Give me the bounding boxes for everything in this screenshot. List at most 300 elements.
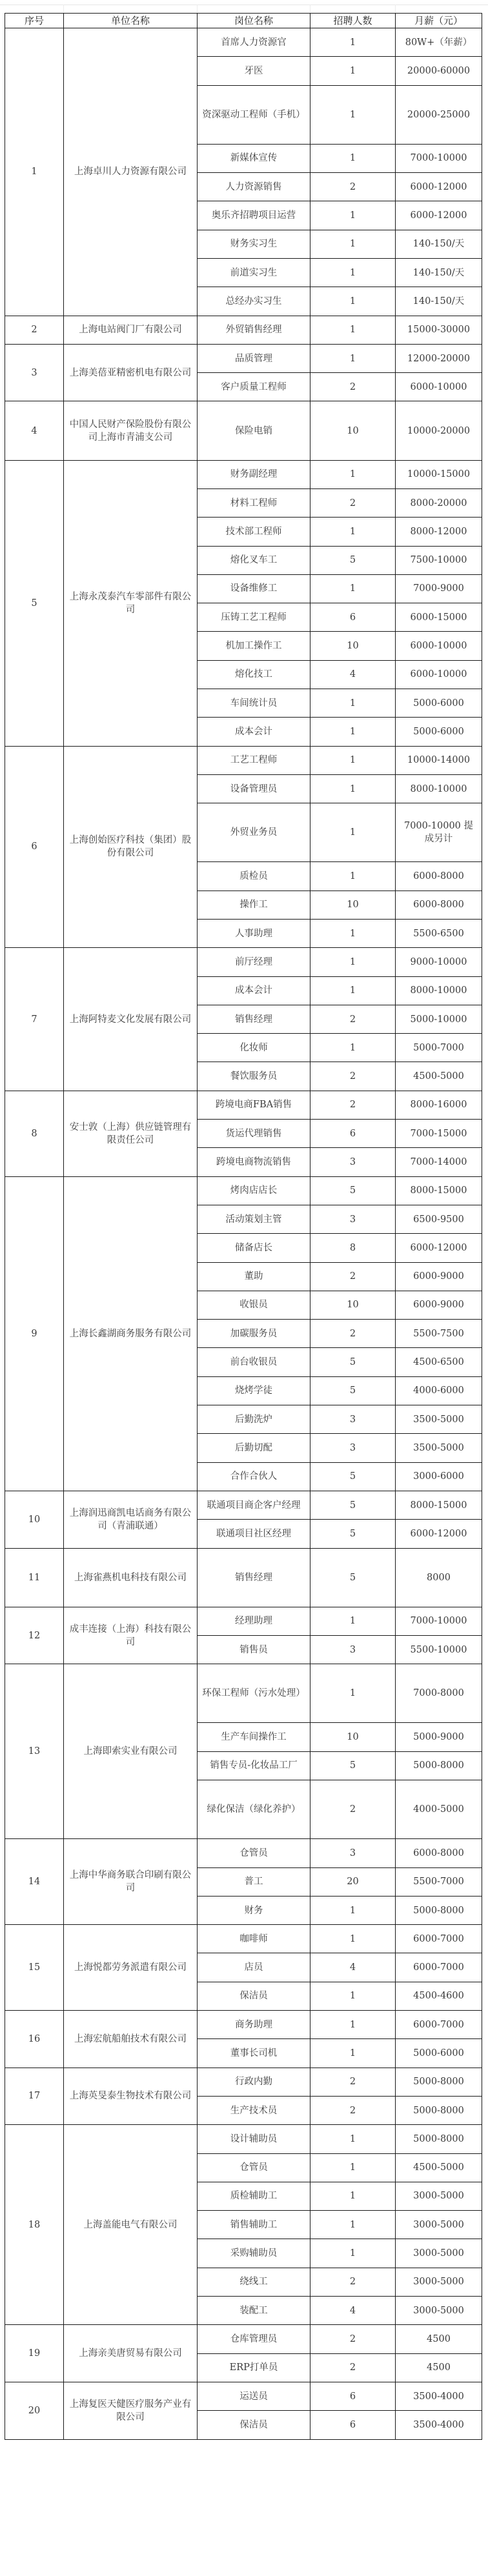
- monthly-salary: 6000-12000: [396, 173, 482, 201]
- table-row: [5, 28, 482, 57]
- position-name: 活动策划主管: [198, 1205, 310, 1233]
- company-name: 上海卓川人力资源有限公司: [64, 28, 198, 316]
- hiring-count: 2: [310, 1262, 396, 1291]
- monthly-salary: 6500-9500: [396, 1205, 482, 1233]
- table-row: [5, 344, 482, 372]
- company-name: 上海宏航船舶技术有限公司: [64, 2011, 198, 2068]
- position-name: 餐饮服务员: [198, 1062, 310, 1091]
- monthly-salary: 5000-6000: [396, 689, 482, 718]
- position-name: 机加工操作工: [198, 632, 310, 660]
- position-name: 店员: [198, 1953, 310, 1982]
- position-name: 成本会计: [198, 718, 310, 746]
- monthly-salary: 20000-60000: [396, 57, 482, 85]
- position-name: 后勤切配: [198, 1434, 310, 1462]
- hiring-count: 5: [310, 1548, 396, 1607]
- company-name: 上海复医天健医疗服务产业有限公司: [64, 2382, 198, 2439]
- position-name: 操作工: [198, 891, 310, 919]
- monthly-salary: 8000-15000: [396, 1176, 482, 1205]
- position-name: ERP打单员: [198, 2353, 310, 2382]
- row-number: 11: [5, 1548, 64, 1607]
- position-name: 外贸销售经理: [198, 316, 310, 344]
- position-name: 普工: [198, 1867, 310, 1896]
- table-row: [5, 2125, 482, 2153]
- position-name: 压铸工艺工程师: [198, 603, 310, 632]
- position-name: 外贸业务员: [198, 803, 310, 862]
- company-name: 上海润迅商凯电话商务有限公司（青浦联通）: [64, 1491, 198, 1548]
- position-name: 仓管员: [198, 1839, 310, 1867]
- position-name: 合作合伙人: [198, 1462, 310, 1491]
- monthly-salary: 6000-8000: [396, 862, 482, 891]
- hiring-count: 1: [310, 518, 396, 546]
- position-name: 生产车间操作工: [198, 1723, 310, 1751]
- hiring-count: 3: [310, 1205, 396, 1233]
- recruitment-table: [5, 13, 482, 2440]
- company-name: 上海亲美唐贸易有限公司: [64, 2325, 198, 2382]
- table-row: [5, 2325, 482, 2353]
- monthly-salary: 8000: [396, 1548, 482, 1607]
- monthly-salary: 8000-20000: [396, 488, 482, 517]
- monthly-salary: 8000-12000: [396, 518, 482, 546]
- position-name: 质检辅助工: [198, 2182, 310, 2210]
- monthly-salary: 7000-8000: [396, 1664, 482, 1723]
- hiring-count: 1: [310, 258, 396, 287]
- hiring-count: 2: [310, 1062, 396, 1091]
- monthly-salary: 5000-7000: [396, 1034, 482, 1062]
- hiring-count: 6: [310, 2382, 396, 2410]
- position-name: 仓管员: [198, 2153, 310, 2182]
- position-name: 咖啡师: [198, 1925, 310, 1953]
- monthly-salary: 7000-10000 提成另计: [396, 803, 482, 862]
- monthly-salary: 6000-7000: [396, 1953, 482, 1982]
- monthly-salary: 140-150/天: [396, 287, 482, 316]
- monthly-salary: 3000-5000: [396, 2297, 482, 2325]
- position-name: 工艺工程师: [198, 746, 310, 774]
- position-name: 董助: [198, 1262, 310, 1291]
- position-name: 前道实习生: [198, 258, 310, 287]
- hiring-count: 1: [310, 287, 396, 316]
- monthly-salary: 7000-10000: [396, 144, 482, 172]
- hiring-count: 5: [310, 1491, 396, 1519]
- monthly-salary: 10000-15000: [396, 460, 482, 488]
- table-row: [5, 401, 482, 460]
- monthly-salary: 6000-10000: [396, 632, 482, 660]
- header-salary: 月薪（元）: [396, 14, 482, 28]
- header-position: 岗位名称: [198, 14, 310, 28]
- position-name: 设备维修工: [198, 574, 310, 603]
- hiring-count: 1: [310, 2239, 396, 2268]
- hiring-count: 1: [310, 230, 396, 258]
- monthly-salary: 3500-4000: [396, 2411, 482, 2439]
- row-number: 16: [5, 2011, 64, 2068]
- position-name: 总经办实习生: [198, 287, 310, 316]
- row-number: 15: [5, 1925, 64, 2011]
- position-name: 后勤洗炉: [198, 1405, 310, 1434]
- position-name: 烤肉店店长: [198, 1176, 310, 1205]
- hiring-count: 1: [310, 28, 396, 57]
- hiring-count: 10: [310, 1291, 396, 1319]
- position-name: 运送员: [198, 2382, 310, 2410]
- hiring-count: 1: [310, 2182, 396, 2210]
- position-name: 人事助理: [198, 919, 310, 947]
- position-name: 客户质量工程师: [198, 373, 310, 401]
- monthly-salary: 4500: [396, 2353, 482, 2382]
- hiring-count: 3: [310, 1839, 396, 1867]
- position-name: 储备店长: [198, 1234, 310, 1262]
- monthly-salary: 4500-4600: [396, 1982, 482, 2010]
- hiring-count: 1: [310, 2211, 396, 2239]
- hiring-count: 1: [310, 201, 396, 230]
- company-name: 成丰连接（上海）科技有限公司: [64, 1607, 198, 1664]
- hiring-count: 2: [310, 2096, 396, 2124]
- hiring-count: 1: [310, 919, 396, 947]
- position-name: 材料工程师: [198, 488, 310, 517]
- company-name: 上海美蓓亚精密机电有限公司: [64, 344, 198, 401]
- hiring-count: 1: [310, 316, 396, 344]
- monthly-salary: 3500-5000: [396, 1434, 482, 1462]
- hiring-count: 1: [310, 803, 396, 862]
- position-name: 质检员: [198, 862, 310, 891]
- company-name: 上海长鑫湖商务服务有限公司: [64, 1176, 198, 1491]
- hiring-count: 1: [310, 746, 396, 774]
- hiring-count: 2: [310, 1320, 396, 1348]
- hiring-count: 10: [310, 632, 396, 660]
- row-number: 6: [5, 746, 64, 948]
- position-name: 保险电销: [198, 401, 310, 460]
- monthly-salary: 7000-10000: [396, 1607, 482, 1635]
- position-name: 熔化叉车工: [198, 546, 310, 574]
- monthly-salary: 5000-8000: [396, 1751, 482, 1780]
- row-number: 10: [5, 1491, 64, 1548]
- monthly-salary: 6000-12000: [396, 1520, 482, 1548]
- position-name: 财务实习生: [198, 230, 310, 258]
- table-row: [5, 1925, 482, 1953]
- company-name: 中国人民财产保险股份有限公司上海市青浦支公司: [64, 401, 198, 460]
- position-name: 联通项目商企客户经理: [198, 1491, 310, 1519]
- hiring-count: 5: [310, 1176, 396, 1205]
- hiring-count: 5: [310, 1520, 396, 1548]
- position-name: 销售专员-化妆品工厂: [198, 1751, 310, 1780]
- hiring-count: 6: [310, 603, 396, 632]
- monthly-salary: 140-150/天: [396, 258, 482, 287]
- position-name: 联通项目社区经理: [198, 1520, 310, 1548]
- position-name: 环保工程师（污水处理）: [198, 1664, 310, 1723]
- hiring-count: 1: [310, 976, 396, 1005]
- hiring-count: 2: [310, 2353, 396, 2382]
- monthly-salary: 6000-10000: [396, 660, 482, 689]
- position-name: 销售员: [198, 1636, 310, 1664]
- monthly-salary: 5500-6500: [396, 919, 482, 947]
- company-name: 上海永茂泰汽车零部件有限公司: [64, 460, 198, 746]
- table-row: [5, 1664, 482, 1723]
- hiring-count: 3: [310, 1405, 396, 1434]
- row-number: 19: [5, 2325, 64, 2382]
- hiring-count: 1: [310, 1034, 396, 1062]
- position-name: 资深驱动工程师（手机）: [198, 85, 310, 144]
- monthly-salary: 5000-6000: [396, 718, 482, 746]
- row-number: 7: [5, 948, 64, 1091]
- monthly-salary: 6000-8000: [396, 891, 482, 919]
- monthly-salary: 6000-12000: [396, 201, 482, 230]
- position-name: 熔化技工: [198, 660, 310, 689]
- monthly-salary: 3000-6000: [396, 1462, 482, 1491]
- monthly-salary: 3000-5000: [396, 2239, 482, 2268]
- monthly-salary: 4500-5000: [396, 1062, 482, 1091]
- row-number: 20: [5, 2382, 64, 2439]
- monthly-salary: 6000-7000: [396, 2011, 482, 2039]
- monthly-salary: 4500: [396, 2325, 482, 2353]
- hiring-count: 5: [310, 1376, 396, 1405]
- table-row: [5, 1839, 482, 1867]
- hiring-count: 1: [310, 948, 396, 976]
- position-name: 销售经理: [198, 1005, 310, 1033]
- hiring-count: 2: [310, 1780, 396, 1839]
- row-number: 1: [5, 28, 64, 316]
- hiring-count: 1: [310, 2011, 396, 2039]
- hiring-count: 2: [310, 2268, 396, 2296]
- hiring-count: 5: [310, 546, 396, 574]
- sheet-gridlines: [0, 0, 488, 14]
- hiring-count: 1: [310, 574, 396, 603]
- hiring-count: 6: [310, 2411, 396, 2439]
- position-name: 采购辅助员: [198, 2239, 310, 2268]
- hiring-count: 1: [310, 689, 396, 718]
- table-row: [5, 1491, 482, 1519]
- monthly-salary: 6000-9000: [396, 1291, 482, 1319]
- hiring-count: 1: [310, 862, 396, 891]
- monthly-salary: 6000-12000: [396, 1234, 482, 1262]
- company-name: 上海悦都劳务派遣有限公司: [64, 1925, 198, 2011]
- position-name: 绿化保洁（绿化养护）: [198, 1780, 310, 1839]
- monthly-salary: 7000-9000: [396, 574, 482, 603]
- hiring-count: 5: [310, 1348, 396, 1376]
- hiring-count: 10: [310, 401, 396, 460]
- position-name: 奥乐齐招聘项目运营: [198, 201, 310, 230]
- hiring-count: 1: [310, 85, 396, 144]
- hiring-count: 1: [310, 1664, 396, 1723]
- hiring-count: 20: [310, 1867, 396, 1896]
- monthly-salary: 10000-20000: [396, 401, 482, 460]
- header-company: 单位名称: [64, 14, 198, 28]
- monthly-salary: 4500-6500: [396, 1348, 482, 1376]
- hiring-count: 10: [310, 891, 396, 919]
- header-no: 序号: [5, 14, 64, 28]
- row-number: 5: [5, 460, 64, 746]
- position-name: 装配工: [198, 2297, 310, 2325]
- position-name: 首席人力资源官: [198, 28, 310, 57]
- hiring-count: 3: [310, 1148, 396, 1176]
- position-name: 牙医: [198, 57, 310, 85]
- hiring-count: 1: [310, 57, 396, 85]
- company-name: 上海雀燕机电科技有限公司: [64, 1548, 198, 1607]
- table-row: [5, 746, 482, 774]
- monthly-salary: 3000-5000: [396, 2211, 482, 2239]
- monthly-salary: 8000-15000: [396, 1491, 482, 1519]
- monthly-salary: 5000-8000: [396, 2096, 482, 2124]
- hiring-count: 8: [310, 1234, 396, 1262]
- table-row: [5, 2068, 482, 2096]
- hiring-count: 1: [310, 1896, 396, 1924]
- hiring-count: 1: [310, 144, 396, 172]
- position-name: 化妆师: [198, 1034, 310, 1062]
- monthly-salary: 4000-5000: [396, 1780, 482, 1839]
- monthly-salary: 12000-20000: [396, 344, 482, 372]
- hiring-count: 2: [310, 2068, 396, 2096]
- monthly-salary: 140-150/天: [396, 230, 482, 258]
- company-name: 上海盖能电气有限公司: [64, 2125, 198, 2325]
- company-name: 上海中华商务联合印刷有限公司: [64, 1839, 198, 1925]
- monthly-salary: 3000-5000: [396, 2182, 482, 2210]
- hiring-count: 1: [310, 1925, 396, 1953]
- table-body: [5, 28, 482, 2440]
- monthly-salary: 4500-5000: [396, 2153, 482, 2182]
- hiring-count: 1: [310, 2153, 396, 2182]
- position-name: 销售辅助工: [198, 2211, 310, 2239]
- hiring-count: 2: [310, 2325, 396, 2353]
- hiring-count: 1: [310, 344, 396, 372]
- monthly-salary: 3500-5000: [396, 1405, 482, 1434]
- monthly-salary: 5000-9000: [396, 1723, 482, 1751]
- hiring-count: 3: [310, 1434, 396, 1462]
- hiring-count: 2: [310, 1005, 396, 1033]
- hiring-count: 1: [310, 1607, 396, 1635]
- table-row: [5, 2382, 482, 2410]
- monthly-salary: 15000-30000: [396, 316, 482, 344]
- position-name: 加碳服务员: [198, 1320, 310, 1348]
- position-name: 设计辅助员: [198, 2125, 310, 2153]
- monthly-salary: 7000-14000: [396, 1148, 482, 1176]
- position-name: 商务助理: [198, 2011, 310, 2039]
- monthly-salary: 7500-10000: [396, 546, 482, 574]
- monthly-salary: 5500-10000: [396, 1636, 482, 1664]
- company-name: 上海英旻泰生物技术有限公司: [64, 2068, 198, 2125]
- hiring-count: 1: [310, 1982, 396, 2010]
- hiring-count: 1: [310, 774, 396, 803]
- hiring-count: 1: [310, 718, 396, 746]
- row-number: 2: [5, 316, 64, 344]
- monthly-salary: 3000-5000: [396, 2268, 482, 2296]
- table-row: [5, 1176, 482, 1205]
- position-name: 生产技术员: [198, 2096, 310, 2124]
- position-name: 货运代理销售: [198, 1120, 310, 1148]
- hiring-count: 6: [310, 1120, 396, 1148]
- hiring-count: 2: [310, 173, 396, 201]
- position-name: 跨境电商FBA销售: [198, 1091, 310, 1119]
- monthly-salary: 8000-10000: [396, 976, 482, 1005]
- table-header-row: [5, 14, 482, 28]
- hiring-count: 1: [310, 2125, 396, 2153]
- monthly-salary: 10000-14000: [396, 746, 482, 774]
- hiring-count: 10: [310, 1723, 396, 1751]
- table-row: [5, 1091, 482, 1119]
- table-row: [5, 316, 482, 344]
- hiring-count: 2: [310, 373, 396, 401]
- company-name: 安士敦（上海）供应链管理有限责任公司: [64, 1091, 198, 1176]
- position-name: 品质管理: [198, 344, 310, 372]
- monthly-salary: 5000-6000: [396, 2039, 482, 2068]
- hiring-count: 2: [310, 1091, 396, 1119]
- monthly-salary: 5500-7000: [396, 1867, 482, 1896]
- table-row: [5, 2011, 482, 2039]
- table-row: [5, 1607, 482, 1635]
- hiring-count: 3: [310, 1636, 396, 1664]
- position-name: 车间统计员: [198, 689, 310, 718]
- position-name: 人力资源销售: [198, 173, 310, 201]
- row-number: 17: [5, 2068, 64, 2125]
- company-name: 上海创始医疗科技（集团）股份有限公司: [64, 746, 198, 948]
- table-row: [5, 460, 482, 488]
- position-name: 财务副经理: [198, 460, 310, 488]
- hiring-count: 4: [310, 2297, 396, 2325]
- monthly-salary: 5000-8000: [396, 1896, 482, 1924]
- hiring-count: 5: [310, 1462, 396, 1491]
- position-name: 前厅经理: [198, 948, 310, 976]
- monthly-salary: 6000-7000: [396, 1925, 482, 1953]
- monthly-salary: 4000-6000: [396, 1376, 482, 1405]
- company-name: 上海电站阀门厂有限公司: [64, 316, 198, 344]
- monthly-salary: 6000-9000: [396, 1262, 482, 1291]
- position-name: 保洁员: [198, 2411, 310, 2439]
- monthly-salary: 3500-4000: [396, 2382, 482, 2410]
- row-number: 3: [5, 344, 64, 401]
- monthly-salary: 5000-8000: [396, 2068, 482, 2096]
- monthly-salary: 20000-25000: [396, 85, 482, 144]
- hiring-count: 1: [310, 2039, 396, 2068]
- position-name: 销售经理: [198, 1548, 310, 1607]
- row-number: 12: [5, 1607, 64, 1664]
- row-number: 13: [5, 1664, 64, 1839]
- hiring-count: 5: [310, 1751, 396, 1780]
- row-number: 9: [5, 1176, 64, 1491]
- position-name: 保洁员: [198, 1982, 310, 2010]
- company-name: 上海即索实业有限公司: [64, 1664, 198, 1839]
- monthly-salary: 6000-8000: [396, 1839, 482, 1867]
- position-name: 技术部工程师: [198, 518, 310, 546]
- monthly-salary: 9000-10000: [396, 948, 482, 976]
- table-row: [5, 1548, 482, 1607]
- monthly-salary: 6000-15000: [396, 603, 482, 632]
- position-name: 仓库管理员: [198, 2325, 310, 2353]
- position-name: 董事长司机: [198, 2039, 310, 2068]
- row-number: 14: [5, 1839, 64, 1925]
- hiring-count: 2: [310, 488, 396, 517]
- monthly-salary: 5000-8000: [396, 2125, 482, 2153]
- row-number: 8: [5, 1091, 64, 1176]
- position-name: 成本会计: [198, 976, 310, 1005]
- row-number: 4: [5, 401, 64, 460]
- position-name: 烧烤学徒: [198, 1376, 310, 1405]
- monthly-salary: 8000-10000: [396, 774, 482, 803]
- hiring-count: 1: [310, 460, 396, 488]
- position-name: 经理助理: [198, 1607, 310, 1635]
- position-name: 收银员: [198, 1291, 310, 1319]
- monthly-salary: 5000-10000: [396, 1005, 482, 1033]
- monthly-salary: 5500-7500: [396, 1320, 482, 1348]
- position-name: 行政内勤: [198, 2068, 310, 2096]
- monthly-salary: 80W+（年薪）: [396, 28, 482, 57]
- hiring-count: 4: [310, 660, 396, 689]
- hiring-count: 4: [310, 1953, 396, 1982]
- monthly-salary: 8000-16000: [396, 1091, 482, 1119]
- position-name: 新媒体宣传: [198, 144, 310, 172]
- position-name: 前台收银员: [198, 1348, 310, 1376]
- position-name: 设备管理员: [198, 774, 310, 803]
- company-name: 上海阿特麦文化发展有限公司: [64, 948, 198, 1091]
- monthly-salary: 7000-15000: [396, 1120, 482, 1148]
- monthly-salary: 6000-10000: [396, 373, 482, 401]
- table-row: [5, 948, 482, 976]
- header-count: 招聘人数: [310, 14, 396, 28]
- row-number: 18: [5, 2125, 64, 2325]
